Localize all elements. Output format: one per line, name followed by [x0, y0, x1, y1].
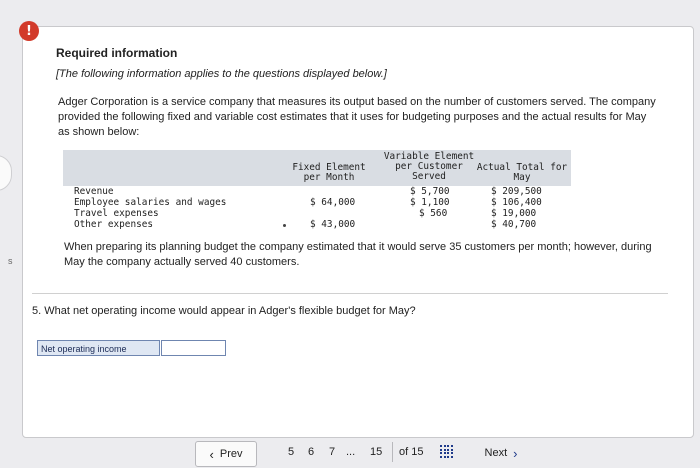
question-card [22, 26, 694, 438]
cost-table [63, 150, 571, 231]
side-mark: s [8, 256, 13, 266]
side-panel-tab[interactable] [0, 155, 12, 191]
row-variable: $ 560 [419, 208, 448, 219]
closing-paragraph: When preparing its planning budget the company estimated that it would serve 35 customers per month; however, during May the company actually served 40 customers. [64, 241, 652, 268]
row-label: Travel expenses [74, 208, 159, 219]
required-info-title: Required information [56, 46, 178, 60]
row-actual: $ 40,700 [491, 219, 537, 230]
net-operating-income-input[interactable] [161, 340, 226, 356]
chevron-left-icon: ‹ [209, 446, 214, 462]
intro-paragraph: Adger Corporation is a service company that measures its output based on the number of customers served. The company provided the following fixed and variable cost estimates that it uses for budgeting purposes and the actual results for May as shown below: [58, 96, 656, 138]
page-link[interactable]: 6 [308, 446, 315, 458]
row-fixed: $ 64,000 [310, 197, 356, 208]
row-label: Employee salaries and wages [74, 197, 227, 208]
prev-label: Prev [219, 448, 243, 460]
row-actual: $ 106,400 [491, 197, 542, 208]
next-button[interactable] [472, 441, 530, 465]
answer-row [37, 340, 226, 357]
next-label: Next [484, 447, 508, 459]
question-text: 5. What net operating income would appear in Adger's flexible budget for May? [32, 305, 416, 317]
cost-table-header [63, 150, 571, 186]
row-variable: $ 5,700 [410, 186, 450, 197]
page-link-current[interactable]: 7 [329, 446, 336, 458]
table-row [63, 208, 571, 219]
pager-divider [392, 442, 393, 462]
alert-icon: ! [19, 21, 39, 41]
table-row [63, 219, 571, 230]
row-label: Other expenses [74, 219, 154, 230]
chevron-right-icon: › [513, 445, 518, 461]
prev-button[interactable] [195, 441, 257, 467]
grid-icon[interactable] [440, 445, 453, 458]
page-link[interactable]: 15 [370, 446, 383, 458]
header-fixed: Fixed Element per Month [292, 162, 366, 183]
table-row [63, 186, 571, 197]
pagination-bar [0, 436, 700, 468]
page-ellipsis: ... [346, 446, 356, 458]
section-divider [32, 293, 668, 294]
row-actual: $ 19,000 [491, 208, 537, 219]
row-label: Revenue [74, 186, 114, 197]
stray-dot [283, 224, 286, 227]
answer-label: Net operating income [37, 340, 160, 356]
row-fixed: $ 43,000 [310, 219, 356, 230]
page-total: of 15 [399, 446, 424, 458]
row-variable: $ 1,100 [410, 197, 450, 208]
header-variable: Variable Element per Customer Served [383, 151, 475, 182]
row-actual: $ 209,500 [491, 186, 542, 197]
page-link[interactable]: 5 [288, 446, 295, 458]
header-actual: Actual Total for May [476, 162, 568, 183]
table-row [63, 197, 571, 208]
required-info-note: [The following information applies to the questions displayed below.] [56, 68, 387, 80]
